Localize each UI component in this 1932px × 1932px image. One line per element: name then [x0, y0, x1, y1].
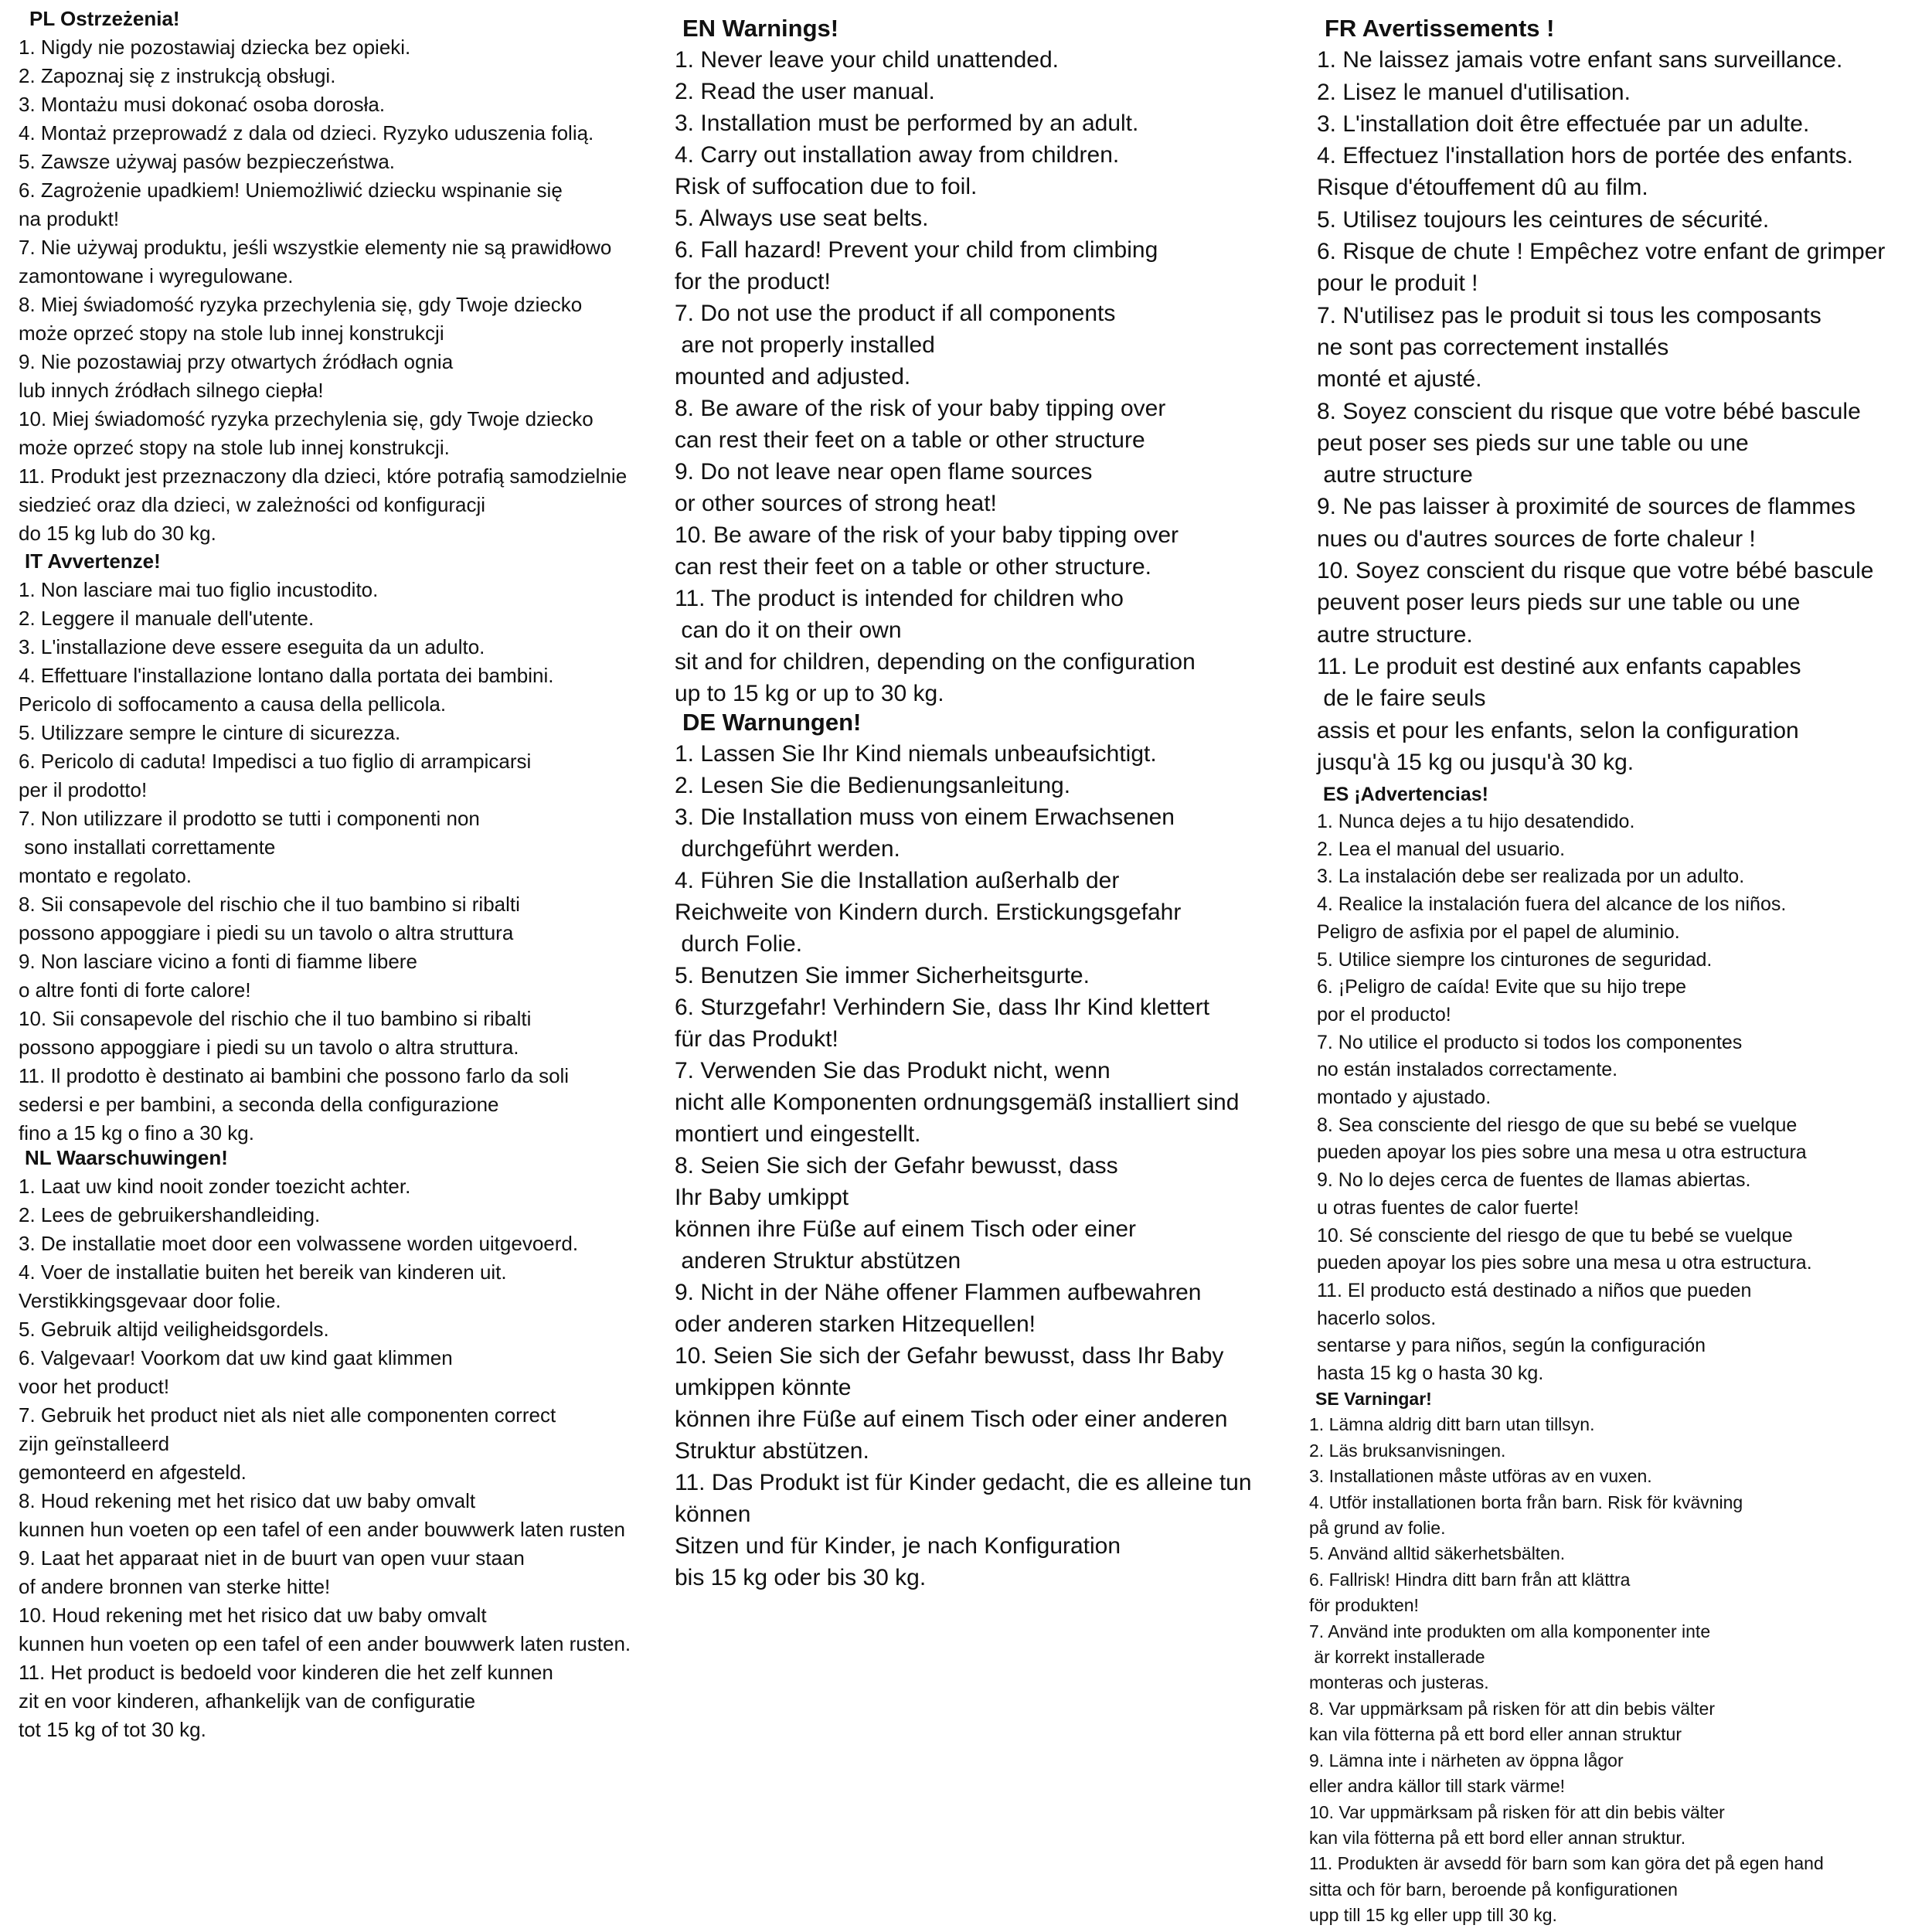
warning-line: 1. Never leave your child unattended. [675, 47, 1059, 73]
warning-line: 7. N'utilisez pas le produit si tous les composants [1317, 302, 1821, 328]
warning-line: kan vila fötterna på ett bord eller annan struktur [1309, 1724, 1682, 1745]
warning-line: 11. Il prodotto è destinato ai bambini che possono farlo da soli [19, 1064, 570, 1087]
section-pl [19, 5, 627, 548]
section-title-se: SE Varningar! [1315, 1389, 1432, 1409]
warning-list-pl [19, 33, 627, 548]
warning-line: 1. Non lasciare mai tuo figlio incustodito. [19, 578, 379, 601]
section-de [675, 706, 1252, 1594]
warning-line: 9. Nie pozostawiaj przy otwartych źródłach ognia [19, 350, 454, 373]
warning-line: montado y ajustado. [1317, 1087, 1492, 1109]
warning-line: Struktur abstützen. [675, 1438, 869, 1464]
warning-line: autre structure. [1317, 621, 1473, 648]
warning-line: fino a 15 kg o fino a 30 kg. [19, 1121, 254, 1145]
section-title-pl: PL Ostrzeżenia! [29, 7, 180, 30]
warning-line: can do it on their own [675, 617, 902, 643]
warning-line: på grund av folie. [1309, 1518, 1446, 1539]
warning-line: 2. Lesen Sie die Bedienungsanleitung. [675, 773, 1071, 798]
section-en [675, 12, 1196, 709]
warning-line: 3. Installation must be performed by an adult. [675, 111, 1139, 136]
warning-line: 11. Das Produkt ist für Kinder gedacht, die es alleine tun [675, 1470, 1252, 1495]
warning-line: u otras fuentes de calor fuerte! [1317, 1196, 1580, 1219]
warning-line: zijn geïnstalleerd [19, 1432, 170, 1455]
warning-line: na produkt! [19, 207, 120, 230]
warning-line: eller andra källor till stark värme! [1309, 1776, 1566, 1797]
warning-line: sit and for children, depending on the configuration [675, 649, 1196, 675]
warning-line: 8. Miej świadomość ryzyka przechylenia się, gdy Twoje dziecko [19, 293, 583, 316]
warning-line: 1. Lassen Sie Ihr Kind niemals unbeaufsichtigt. [675, 741, 1157, 767]
warning-line: 7. Do not use the product if all components [675, 301, 1116, 326]
warning-list-fr [1317, 44, 1885, 778]
warning-line: 1. Lämna aldrig ditt barn utan tillsyn. [1309, 1414, 1595, 1435]
warning-line: 6. Fall hazard! Prevent your child from climbing [675, 237, 1158, 263]
warning-line: 2. Leggere il manuale dell'utente. [19, 607, 315, 630]
warning-line: Reichweite von Kindern durch. Erstickungsgefahr [675, 900, 1182, 925]
warning-line: 9. Non lasciare vicino a fonti di fiamme libere [19, 950, 417, 973]
warning-line: 9. No lo dejes cerca de fuentes de llamas abiertas. [1317, 1169, 1751, 1192]
warning-line: Ihr Baby umkippt [675, 1185, 849, 1210]
warning-line: of andere bronnen van sterke hitte! [19, 1575, 331, 1598]
warning-line: montato e regolato. [19, 864, 192, 887]
warning-line: 5. Always use seat belts. [675, 206, 929, 231]
warning-line: 3. De installatie moet door een volwassene worden uitgevoerd. [19, 1232, 579, 1255]
warning-line: 10. Miej świadomość ryzyka przechylenia się, gdy Twoje dziecko [19, 407, 594, 430]
warning-line: 6. Valgevaar! Voorkom dat uw kind gaat klimmen [19, 1346, 453, 1369]
warning-line: 2. Lea el manual del usuario. [1317, 838, 1566, 860]
warning-list-nl [19, 1172, 631, 1744]
warning-line: montiert und eingestellt. [675, 1121, 921, 1147]
warning-line: gemonteerd en afgesteld. [19, 1461, 247, 1484]
warning-line: voor het product! [19, 1375, 170, 1398]
warning-line: 1. Ne laissez jamais votre enfant sans surveillance. [1317, 47, 1843, 73]
section-title-nl: NL Waarschuwingen! [25, 1146, 228, 1169]
warning-line: kan vila fötterna på ett bord eller annan struktur. [1309, 1827, 1686, 1848]
warning-line: może oprzeć stopy na stole lub innej konstrukcji [19, 321, 444, 345]
warning-line: 9. Lämna inte i närheten av öppna lågor [1309, 1750, 1624, 1770]
warning-list-it [19, 576, 569, 1148]
warning-line: bis 15 kg oder bis 30 kg. [675, 1565, 927, 1590]
warning-line: 10. Soyez conscient du risque que votre bébé bascule [1317, 558, 1874, 584]
warning-line: o altre fonti di forte calore! [19, 978, 251, 1002]
warning-line: 4. Utför installationen borta från barn. Risk för kvävning [1309, 1492, 1743, 1512]
warning-line: per il prodotto! [19, 778, 148, 801]
warning-line: can rest their feet on a table or other structure. [675, 554, 1151, 580]
warning-line: upp till 15 kg eller upp till 30 kg. [1309, 1905, 1557, 1926]
warning-line: 7. Non utilizzare il prodotto se tutti i componenti non [19, 807, 480, 830]
warning-line: für das Produkt! [675, 1026, 838, 1052]
warning-list-se [1309, 1412, 1824, 1928]
warning-line: nues ou d'autres sources de forte chaleur ! [1317, 526, 1756, 552]
warning-line: 11. El producto está destinado a niños que pueden [1317, 1279, 1752, 1301]
section-title-fr: FR Avertissements ! [1325, 15, 1555, 42]
warning-line: do 15 kg lub do 30 kg. [19, 522, 216, 545]
warning-line: können [675, 1502, 751, 1527]
warning-line: oder anderen starken Hitzequellen! [675, 1311, 1036, 1337]
warning-line: mounted and adjusted. [675, 364, 911, 389]
warning-line: Verstikkingsgevaar door folie. [19, 1289, 281, 1312]
warning-line: 5. Utilizzare sempre le cinture di sicurezza. [19, 721, 401, 744]
warning-line: 5. Utilisez toujours les ceintures de sécurité. [1317, 206, 1770, 233]
warning-line: 3. L'installazione deve essere eseguita da un adulto. [19, 635, 485, 658]
warning-line: anderen Struktur abstützen [675, 1248, 961, 1274]
warning-line: lub innych źródłach silnego ciepła! [19, 379, 324, 402]
warning-line: 5. Zawsze używaj pasów bezpieczeństwa. [19, 150, 396, 173]
warning-line: Peligro de asfixia por el papel de aluminio. [1317, 920, 1680, 943]
section-fr [1317, 12, 1885, 778]
warning-line: 5. Utilice siempre los cinturones de seguridad. [1317, 948, 1713, 971]
warning-line: 11. Het product is bedoeld voor kinderen die het zelf kunnen [19, 1661, 553, 1684]
warning-line: up to 15 kg or up to 30 kg. [675, 681, 944, 706]
warning-line: 7. Gebruik het product niet als niet alle componenten correct [19, 1403, 556, 1427]
warning-line: 6. ¡Peligro de caída! Evite que su hijo trepe [1317, 976, 1687, 998]
warning-line: monté et ajusté. [1317, 366, 1482, 393]
warning-line: 9. Nicht in der Nähe offener Flammen aufbewahren [675, 1280, 1202, 1305]
warning-line: 10. Be aware of the risk of your baby tipping over [675, 522, 1179, 548]
warning-line: no están instalados correctamente. [1317, 1059, 1618, 1081]
warning-line: 8. Sea consciente del riesgo de que su bebé se vuelque [1317, 1114, 1798, 1136]
warning-list-de [675, 738, 1252, 1594]
section-title-it: IT Avvertenze! [25, 549, 161, 573]
warning-line: assis et pour les enfants, selon la configuration [1317, 717, 1799, 743]
warning-line: 10. Sé consciente del riesgo de que tu bebé se vuelque [1317, 1224, 1793, 1247]
warning-line: 3. Montażu musi dokonać osoba dorosła. [19, 93, 386, 116]
warning-line: 7. No utilice el producto si todos los componentes [1317, 1031, 1743, 1053]
section-nl [19, 1144, 631, 1744]
warning-line: 3. L'installation doit être effectuée par un adulte. [1317, 111, 1810, 137]
section-title-en: EN Warnings! [682, 15, 839, 42]
warning-line: 10. Houd rekening met het risico dat uw baby omvalt [19, 1604, 487, 1627]
warning-line: 8. Sii consapevole del rischio che il tuo bambino si ribalti [19, 893, 520, 916]
warning-line: 6. Zagrożenie upadkiem! Uniemożliwić dziecku wspinanie się [19, 179, 563, 202]
warning-list-es [1317, 808, 1812, 1388]
warning-line: pueden apoyar los pies sobre una mesa u otra estructura [1317, 1141, 1807, 1164]
warning-line: pueden apoyar los pies sobre una mesa u otra estructura. [1317, 1252, 1812, 1274]
warning-line: durchgeführt werden. [675, 836, 900, 862]
warning-line: för produkten! [1309, 1595, 1419, 1616]
warning-line: peut poser ses pieds sur une table ou une [1317, 430, 1749, 456]
warning-line: nicht alle Komponenten ordnungsgemäß installiert sind [675, 1090, 1240, 1115]
warning-line: zamontowane i wyregulowane. [19, 264, 294, 287]
warning-line: 8. Be aware of the risk of your baby tipping over [675, 396, 1166, 421]
warning-line: 6. Pericolo di caduta! Impedisci a tuo figlio di arrampicarsi [19, 750, 532, 773]
warning-line: 9. Ne pas laisser à proximité de sources de flammes [1317, 494, 1855, 520]
warning-line: 3. Installationen måste utföras av en vuxen. [1309, 1466, 1652, 1487]
warning-line: 4. Effectuez l'installation hors de portée des enfants. [1317, 143, 1853, 169]
section-se [1309, 1386, 1824, 1929]
warning-line: for the product! [675, 269, 831, 294]
warning-line: possono appoggiare i piedi su un tavolo o altra struttura [19, 921, 514, 944]
warning-line: de le faire seuls [1317, 685, 1486, 712]
warning-line: durch Folie. [675, 931, 803, 957]
warning-line: 2. Lees de gebruikershandleiding. [19, 1203, 321, 1226]
warning-line: 7. Verwenden Sie das Produkt nicht, wenn [675, 1058, 1111, 1083]
warning-line: können ihre Füße auf einem Tisch oder einer anderen [675, 1406, 1228, 1432]
warning-line: 11. Produkt jest przeznaczony dla dzieci, które potrafią samodzielnie [19, 464, 628, 488]
warning-line: 1. Nunca dejes a tu hijo desatendido. [1317, 811, 1635, 832]
warning-line: zit en voor kinderen, afhankelijk van de configuratie [19, 1689, 476, 1713]
warning-line: are not properly installed [675, 332, 935, 358]
warning-line: 7. Nie używaj produktu, jeśli wszystkie elementy nie są prawidłowo [19, 236, 612, 259]
warning-line: or other sources of strong heat! [675, 491, 997, 516]
warning-line: sentarse y para niños, según la configuración [1317, 1335, 1706, 1357]
warning-line: 10. Seien Sie sich der Gefahr bewusst, dass Ihr Baby [675, 1343, 1224, 1369]
warning-line: 11. The product is intended for children who [675, 586, 1124, 611]
warning-line: 1. Nigdy nie pozostawiaj dziecka bez opieki. [19, 36, 411, 59]
warning-line: 5. Benutzen Sie immer Sicherheitsgurte. [675, 963, 1090, 988]
warning-line: 5. Använd alltid säkerhetsbälten. [1309, 1543, 1566, 1564]
warning-line: sedersi e per bambini, a seconda della configurazione [19, 1093, 499, 1116]
warning-list-en [675, 44, 1196, 709]
warning-line: może oprzeć stopy na stole lub innej konstrukcji. [19, 436, 450, 459]
warning-line: 8. Houd rekening met het risico dat uw baby omvalt [19, 1489, 476, 1512]
warning-line: 10. Var uppmärksam på risken för att din bebis välter [1309, 1801, 1725, 1822]
warning-line: Risk of suffocation due to foil. [675, 174, 978, 199]
warning-line: 2. Zapoznaj się z instrukcją obsługi. [19, 64, 336, 87]
warning-line: 5. Gebruik altijd veiligheidsgordels. [19, 1318, 329, 1341]
warning-line: jusqu'à 15 kg ou jusqu'à 30 kg. [1317, 749, 1634, 775]
warning-line: Risque d'étouffement dû au film. [1317, 175, 1648, 201]
section-title-de: DE Warnungen! [682, 709, 862, 736]
warning-line: peuvent poser leurs pieds sur une table ou une [1317, 590, 1801, 616]
warning-line: kunnen hun voeten op een tafel of een ander bouwwerk laten rusten. [19, 1632, 631, 1655]
warning-line: possono appoggiare i piedi su un tavolo o altra struttura. [19, 1036, 519, 1059]
warning-line: 8. Var uppmärksam på risken för att din bebis välter [1309, 1698, 1715, 1719]
warning-line: 3. La instalación debe ser realizada por un adulto. [1317, 866, 1745, 888]
warning-line: 6. Risque de chute ! Empêchez votre enfant de grimper [1317, 239, 1886, 265]
warning-line: pour le produit ! [1317, 270, 1478, 297]
warning-line: 2. Lisez le manuel d'utilisation. [1317, 79, 1631, 105]
warning-line: 4. Montaż przeprowadź z dala od dzieci. Ryzyko uduszenia folią. [19, 121, 594, 145]
warning-line: 9. Laat het apparaat niet in de buurt van open vuur staan [19, 1546, 525, 1570]
warning-line: tot 15 kg of tot 30 kg. [19, 1718, 206, 1741]
warning-line: sono installati correttamente [19, 835, 276, 859]
warning-line: umkippen könnte [675, 1375, 852, 1400]
warning-line: Sitzen und für Kinder, je nach Konfiguration [675, 1533, 1121, 1559]
warning-line: sitta och för barn, beroende på konfigurationen [1309, 1879, 1678, 1900]
warning-line: hasta 15 kg o hasta 30 kg. [1317, 1362, 1544, 1385]
warning-line: 6. Fallrisk! Hindra ditt barn från att klättra [1309, 1569, 1631, 1590]
warning-line: 3. Die Installation muss von einem Erwachsenen [675, 804, 1175, 830]
warning-line: Pericolo di soffocamento a causa della pellicola. [19, 692, 447, 716]
warning-line: 10. Sii consapevole del rischio che il tuo bambino si ribalti [19, 1007, 532, 1030]
warning-line: siedzieć oraz dla dzieci, w zależności od konfiguracji [19, 493, 486, 516]
warning-line: autre structure [1317, 462, 1473, 488]
warning-line: 11. Produkten är avsedd för barn som kan göra det på egen hand [1309, 1853, 1824, 1874]
warning-line: ne sont pas correctement installés [1317, 334, 1669, 360]
warning-line: 9. Do not leave near open flame sources [675, 459, 1093, 485]
warning-line: 1. Laat uw kind nooit zonder toezicht achter. [19, 1175, 411, 1198]
warning-line: 6. Sturzgefahr! Verhindern Sie, dass Ihr Kind klettert [675, 995, 1210, 1020]
warning-line: hacerlo solos. [1317, 1307, 1437, 1329]
warning-line: 7. Använd inte produkten om alla komponenter inte [1309, 1621, 1711, 1641]
section-it [19, 547, 569, 1148]
warning-line: 4. Carry out installation away from children. [675, 142, 1120, 168]
warning-line: 4. Effettuare l'installazione lontano dalla portata dei bambini. [19, 664, 554, 687]
warning-line: 2. Read the user manual. [675, 79, 935, 104]
warning-line: por el producto! [1317, 1003, 1451, 1026]
warning-line: 8. Seien Sie sich der Gefahr bewusst, dass [675, 1153, 1118, 1179]
warning-line: 4. Voer de installatie buiten het bereik van kinderen uit. [19, 1260, 507, 1284]
warning-line: 4. Führen Sie die Installation außerhalb der [675, 868, 1120, 893]
warning-line: kunnen hun voeten op een tafel of een ander bouwwerk laten rusten [19, 1518, 625, 1541]
section-title-es: ES ¡Advertencias! [1323, 784, 1488, 805]
warning-line: 4. Realice la instalación fuera del alcance de los niños. [1317, 893, 1787, 916]
warning-line: können ihre Füße auf einem Tisch oder einer [675, 1216, 1136, 1242]
warning-line: monteras och justeras. [1309, 1672, 1489, 1693]
warning-line: 11. Le produit est destiné aux enfants capables [1317, 653, 1801, 679]
warning-line: är korrekt installerade [1309, 1647, 1485, 1668]
warning-line: 8. Soyez conscient du risque que votre bébé bascule [1317, 398, 1861, 424]
section-es [1317, 781, 1812, 1388]
warning-line: can rest their feet on a table or other structure [675, 427, 1145, 453]
warning-line: 2. Läs bruksanvisningen. [1309, 1440, 1506, 1461]
